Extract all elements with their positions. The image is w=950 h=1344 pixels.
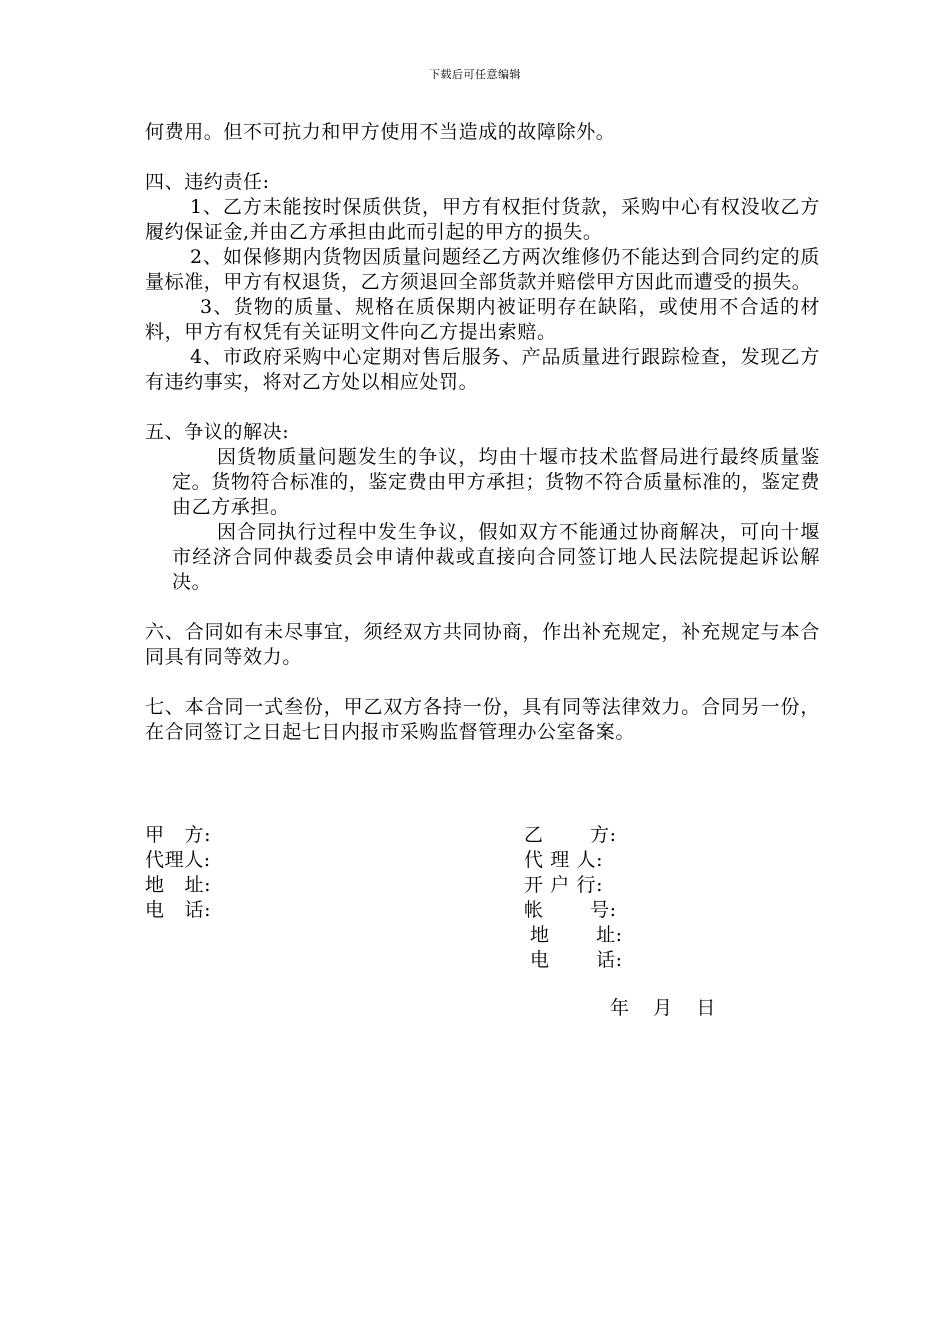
party-b-signature-block <box>524 823 623 973</box>
signing-date: 年 月 日 <box>610 997 716 1019</box>
section4-item-1: 1、乙方未能按时保质供货，甲方有权拒付货款，采购中心有权没收乙方履约保证金,并由乙方承担由此而引起的甲方的损失。 <box>145 196 820 243</box>
section6-text: 六、合同如有未尽事宜，须经双方共同协商，作出补充规定，补充规定与本合同具有同等效力。 <box>145 621 820 668</box>
section7-text: 七、本合同一式叁份，甲乙双方各持一份，具有同等法律效力。合同另一份，在合同签订之日起七日内报市采购监督管理办公室备案。 <box>145 696 820 743</box>
party-b-bank-label: 开 户 行: <box>524 874 604 896</box>
party-a-address-label: 地 址: <box>145 874 212 896</box>
continuation-text: 何费用。但不可抗力和甲方使用不当造成的故障除外。 <box>145 121 616 143</box>
party-b-name-label: 乙 方: <box>524 824 617 846</box>
section4-item-4: 4、市政府采购中心定期对售后服务、产品质量进行跟踪检查，发现乙方有违约事实，将对乙方处以相应处罚。 <box>145 346 820 393</box>
party-a-signature-block <box>145 823 211 923</box>
section4-item-2: 2、如保修期内货物因质量问题经乙方两次维修仍不能达到合同约定的质量标准，甲方有权退货，乙方须退回全部货款并赔偿甲方因此而遭受的损失。 <box>145 246 820 293</box>
party-b-agent-label: 代 理 人: <box>524 849 604 871</box>
party-b-account-label: 帐 号: <box>524 899 617 921</box>
section5-title: 五、争议的解决: <box>145 421 290 443</box>
party-a-name-label: 甲 方: <box>145 824 212 846</box>
section4-title: 四、违约责任: <box>145 171 270 193</box>
party-a-agent-label: 代理人: <box>145 849 211 871</box>
section4-item-3: 3、货物的质量、规格在质保期内被证明存在缺陷，或使用不合适的材料，甲方有权凭有关证明文件向乙方提出索赔。 <box>145 296 820 343</box>
section5-body <box>145 445 820 595</box>
party-b-address-label: 地 址: <box>530 924 623 946</box>
party-a-phone-label: 电 话: <box>145 899 212 921</box>
section5-paragraph-2: 因合同执行过程中发生争议，假如双方不能通过协商解决，可向十堰市经济合同仲裁委员会申请仲裁或直接向合同签订地人民法院提起诉讼解决。 <box>172 521 820 593</box>
party-b-phone-label: 电 话: <box>530 949 623 971</box>
header-note: 下载后可任意编辑 <box>429 68 521 81</box>
contract-body <box>145 120 820 745</box>
section5-paragraph-1: 因货物质量问题发生的争议，均由十堰市技术监督局进行最终质量鉴定。货物符合标准的，鉴定费由甲方承担；货物不符合质量标准的，鉴定费由乙方承担。 <box>172 446 820 518</box>
